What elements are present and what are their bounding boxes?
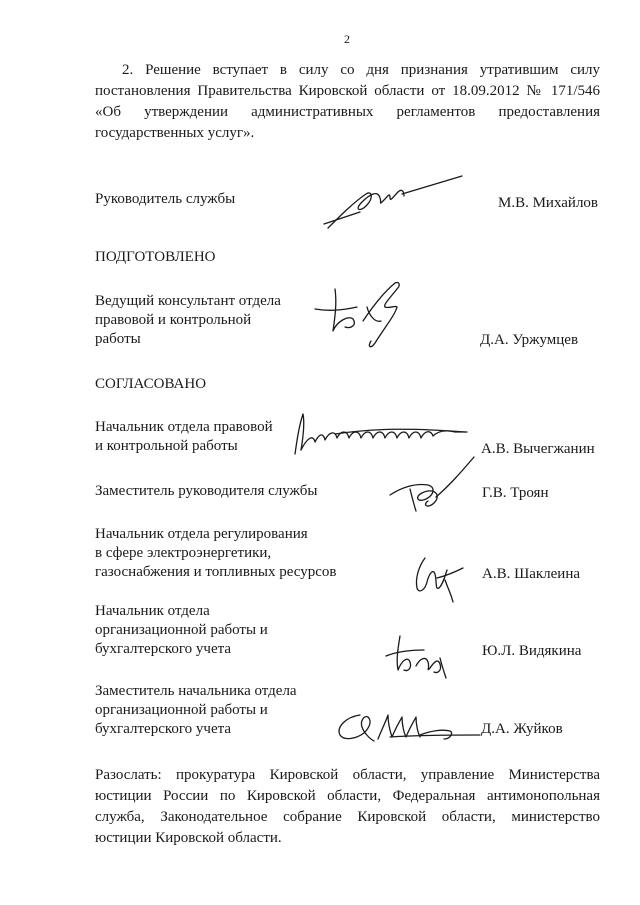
signatory-name: Д.А. Жуйков (481, 721, 563, 737)
signatory-position (95, 682, 297, 739)
position-line: Ведущий консультант отдела (95, 293, 281, 309)
position-line: и контрольной работы (95, 438, 238, 454)
distribution-paragraph (95, 765, 600, 849)
distribution-line: Разослать: прокуратура Кировской области, управление Министерства (95, 767, 600, 783)
position-line: Заместитель руководителя службы (95, 483, 318, 499)
distribution-line: юстиции России по Кировской области, Федеральная антимонопольная (95, 788, 600, 804)
signatory-position (95, 602, 268, 659)
position-line: организационной работы и (95, 622, 268, 638)
position-line: Начальник отдела (95, 603, 210, 619)
signatory-signature (380, 630, 460, 680)
signatory-name: А.В. Шаклеина (482, 566, 581, 582)
position-line: в сфере электроэнергетики, (95, 545, 272, 561)
position-line: Начальник отдела регулирования (95, 526, 308, 542)
signatory-position (95, 482, 317, 501)
position-line: правовой и контрольной (95, 312, 252, 328)
prepared-signature (305, 277, 425, 352)
paragraph-line: «Об утверждении административных регламентов предоставления (95, 104, 600, 120)
prepared-position (95, 292, 281, 349)
prepared-name: Д.А. Уржумцев (480, 332, 579, 348)
page-number: 2 (344, 32, 350, 46)
distribution-line: служба, Законодательное собрание Кировской области, министерство (95, 809, 600, 825)
head-position: Руководитель службы (95, 191, 236, 207)
position-line: Заместитель начальника отдела (95, 683, 297, 699)
paragraph-line: государственных услуг». (95, 125, 255, 141)
distribution-line: юстиции Кировской области. (95, 830, 282, 846)
signatory-position (95, 525, 337, 582)
signatory-name: Ю.Л. Видякина (482, 643, 582, 659)
position-line: газоснабжения и топливных ресурсов (95, 564, 337, 580)
signatory-name: А.В. Вычегжанин (481, 441, 595, 457)
signatory-signature (405, 550, 475, 605)
position-line: бухгалтерского учета (95, 641, 232, 657)
agreed-heading: СОГЛАСОВАНО (95, 376, 207, 392)
position-line: бухгалтерского учета (95, 721, 232, 737)
position-line: работы (95, 331, 141, 347)
prepared-heading: ПОДГОТОВЛЕНО (95, 249, 216, 265)
paragraph-line: 2. Решение вступает в силу со дня признания утратившим силу (122, 62, 600, 78)
head-name: М.В. Михайлов (498, 195, 599, 211)
signatory-name: Г.В. Троян (482, 485, 549, 501)
signatory-position (95, 418, 273, 456)
head-signature (318, 172, 468, 237)
position-line: Начальник отдела правовой (95, 419, 273, 435)
signatory-signature (382, 453, 482, 518)
signatory-signature (330, 705, 485, 750)
position-line: организационной работы и (95, 702, 268, 718)
paragraph-line: постановления Правительства Кировской области от 18.09.2012 № 171/546 (95, 83, 600, 99)
decision-paragraph (95, 60, 600, 144)
